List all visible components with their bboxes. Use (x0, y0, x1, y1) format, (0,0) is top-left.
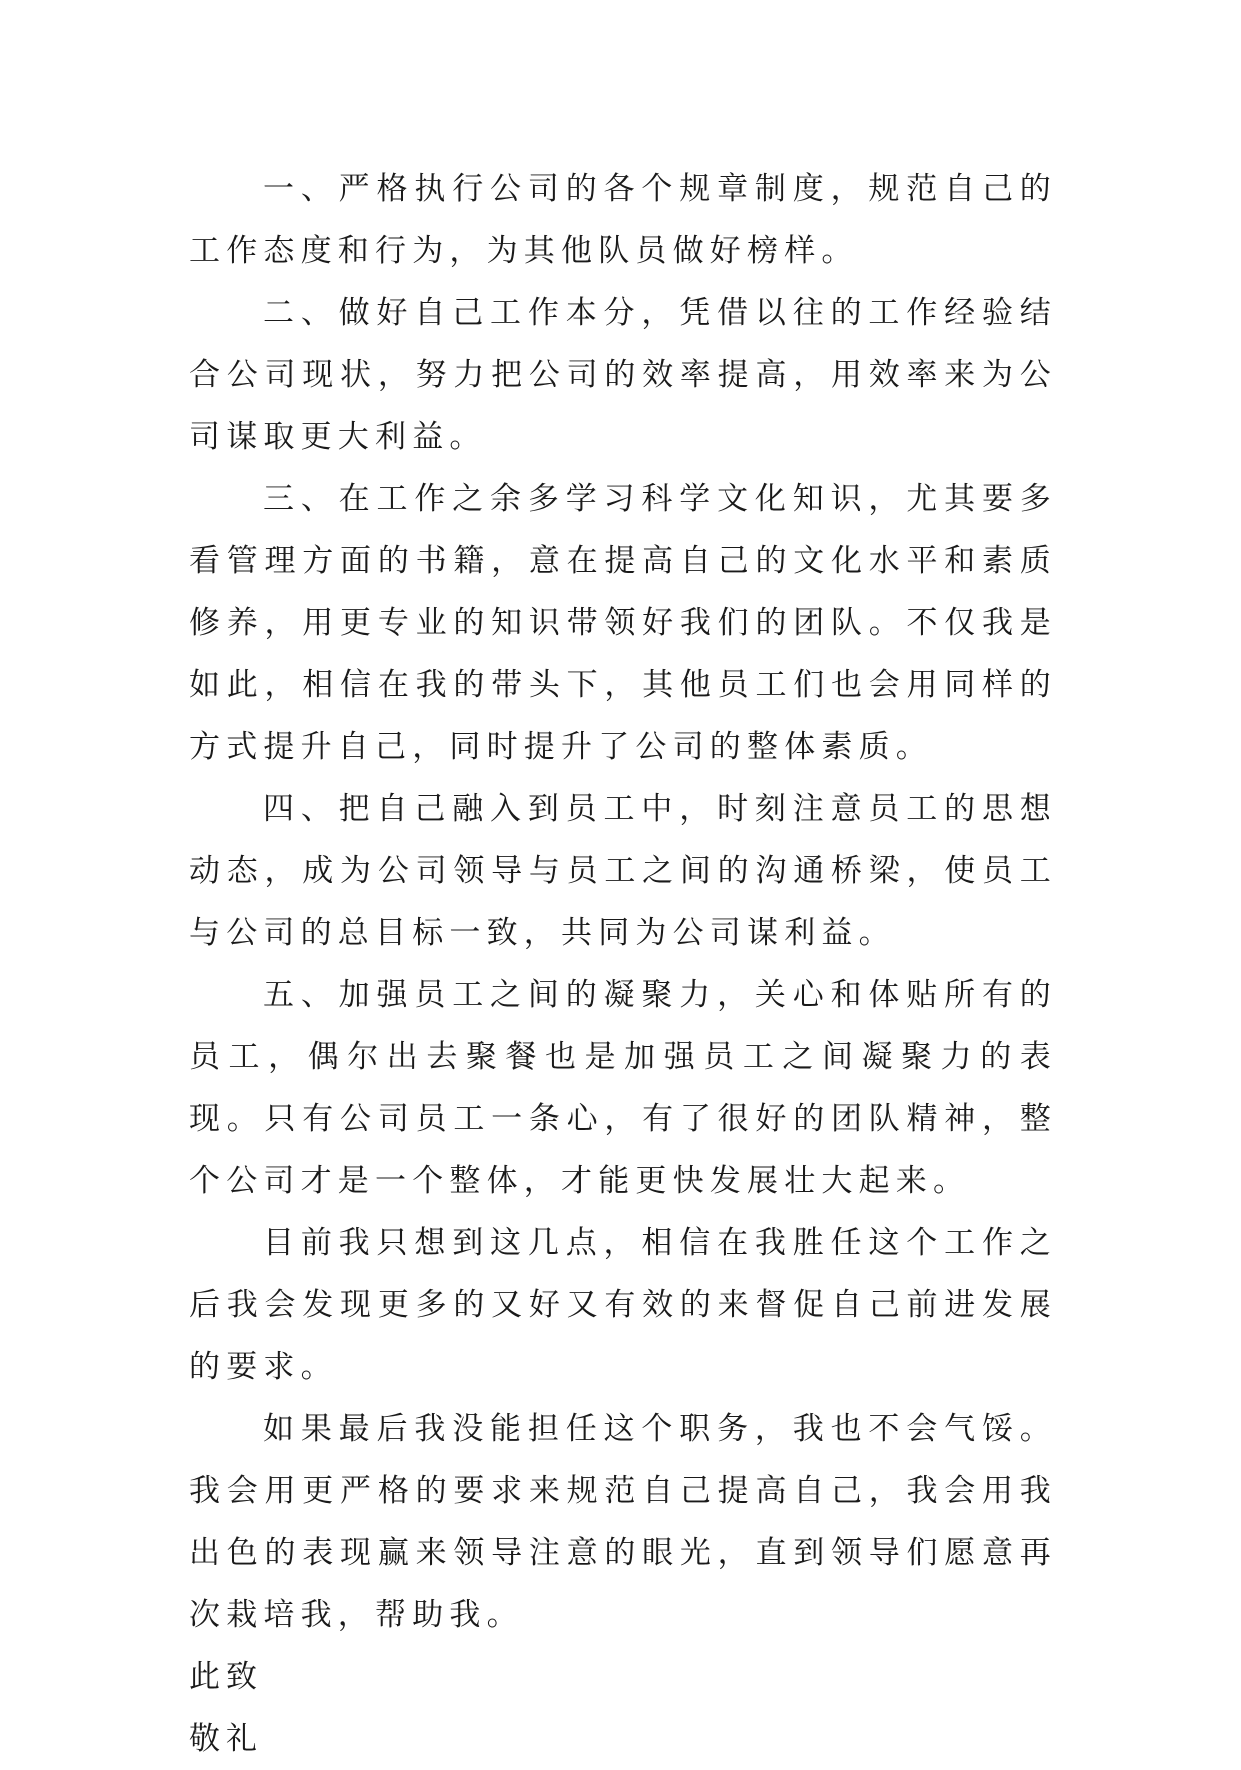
paragraph-5: 五、加强员工之间的凝聚力，关心和体贴所有的员工，偶尔出去聚餐也是加强员工之间凝聚力的表现。只有公司员工一条心，有了很好的团队精神，整个公司才是一个整体，才能更快发展壮大起来。 (189, 977, 1057, 1199)
paragraph-7: 如果最后我没能担任这个职务，我也不会气馁。我会用更严格的要求来规范自己提高自己，我会用我出色的表现赢来领导注意的眼光，直到领导们愿意再次栽培我，帮助我。 (189, 1411, 1057, 1633)
paragraph-3: 三、在工作之余多学习科学文化知识，尤其要多看管理方面的书籍，意在提高自己的文化水平和素质修养，用更专业的知识带领好我们的团队。不仅我是如此，相信在我的带头下，其他员工们也会用同样的方式提升自己，同时提升了公司的整体素质。 (189, 481, 1057, 765)
paragraph-6: 目前我只想到这几点，相信在我胜任这个工作之后我会发现更多的又好又有效的来督促自己前进发展的要求。 (189, 1225, 1057, 1385)
document-body (189, 158, 1057, 1770)
paragraph-1: 一、严格执行公司的各个规章制度，规范自己的工作态度和行为，为其他队员做好榜样。 (189, 171, 1057, 269)
paragraph-4: 四、把自己融入到员工中，时刻注意员工的思想动态，成为公司领导与员工之间的沟通桥梁，使员工与公司的总目标一致，共同为公司谋利益。 (189, 791, 1057, 951)
paragraph-2: 二、做好自己工作本分，凭借以往的工作经验结合公司现状，努力把公司的效率提高，用效率来为公司谋取更大利益。 (189, 295, 1057, 455)
closing-regards: 敬礼 (189, 1721, 263, 1757)
closing-salutation: 此致 (189, 1659, 263, 1695)
